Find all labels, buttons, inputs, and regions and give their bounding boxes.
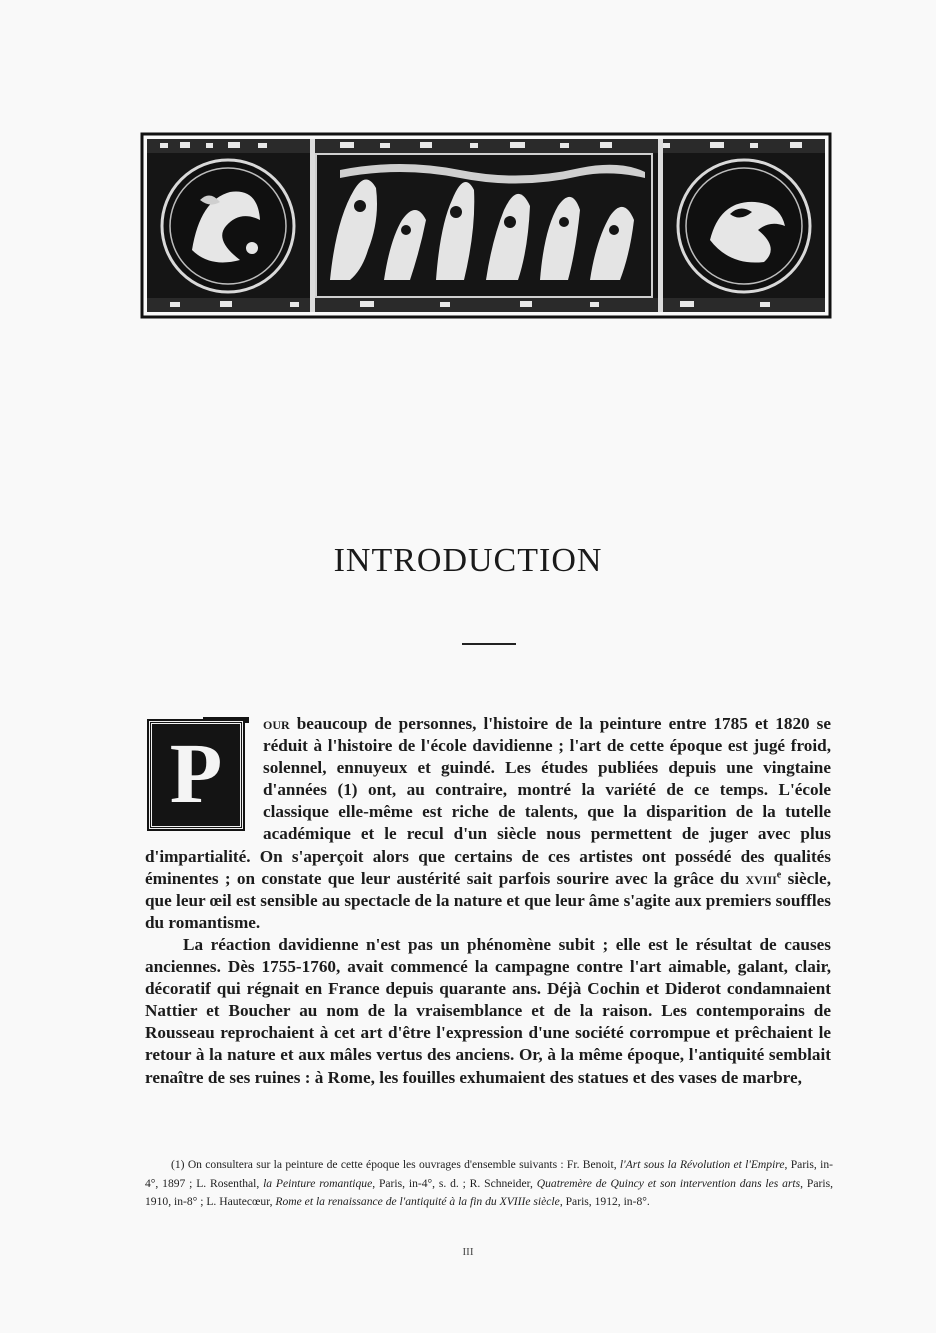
paragraph-2: La réaction davidienne n'est pas un phénomène subit ; elle est le résultat de causes anciennes. Dès 1755-1760, avait commencé la campagne contre l'art aimable, galant, clair, décoratif qui régnait en France depuis quarante ans. Déjà Cochin et Diderot condamnaient Nattier et Boucher au nom de la vraisemblance et de la raison. Les contemporains de Rousseau reprochaient à cet art d'être l'expression d'une société corrompue et prêchaient le retour à la nature et aux mâles vertus des anciens. Or, à la même époque, l'antiquité semblait renaître de ses ruines : à Rome, les fouilles exhumaient des statues et des vases de marbre, [145, 934, 831, 1087]
page-number: III [462, 1246, 474, 1258]
decorative-headpiece [140, 130, 832, 321]
footnote-title-4: Rome et la renaissance de l'antiquité à la fin du XVIIIe siècle [275, 1195, 560, 1208]
paragraph-1 [145, 713, 831, 934]
footnote-seg-4: , Paris, 1912, in-8°. [559, 1195, 650, 1208]
century-numeral: xviii [745, 868, 777, 888]
paragraph-text-end: siècle, que leur œil est sensible au spectacle de la nature et que leur âme s'agite aux premiers souffles du romantisme. [145, 868, 831, 932]
century-suffix: e [776, 868, 782, 880]
paragraph-lead: our [263, 714, 290, 733]
footnote-seg-3: , Paris, 1910, in-8° ; L. Hautecœur, [145, 1176, 833, 1208]
footnote-intro: (1) On consultera sur la peinture de cette époque les ouvrages d'ensemble suivants : Fr. Benoit, [171, 1158, 620, 1171]
footnote-title-3: Quatremère de Quincy et son intervention dans les arts [536, 1176, 801, 1190]
footnote-seg-2: , Paris, in-4°, s. d. ; R. Schneider, [372, 1176, 537, 1190]
drop-cap-letter: P [169, 725, 223, 821]
body-text [145, 713, 831, 1089]
page-title: INTRODUCTION [333, 542, 603, 579]
footnote-title-1: l'Art sous la Révolution et l'Empire [619, 1158, 785, 1171]
footnote-title-2: la Peinture romantique [263, 1176, 373, 1190]
title-rule [462, 643, 516, 645]
drop-cap [145, 715, 249, 825]
footnote [145, 1156, 833, 1212]
footnote-seg-1: , Paris, in-4°, 1897 ; L. Rosenthal, [145, 1158, 833, 1190]
paragraph-text: beaucoup de personnes, l'histoire de la peinture entre 1785 et 1820 se réduit à l'histoire de l'école davidienne ; l'art de cette époque est jugé froid, solennel, ennuyeux et guindé. Les études publiées depuis une vingtaine d'années (1) ont, au contraire, montré la variété de ce temps. L'école classique elle-même est riche de talents, que la disparition de la tutelle académique et le recul d'un siècle nous permettent de juger avec plus d'impartialité. On s'aperçoit alors que certains de ces artistes ont possédé des qualités éminentes ; on constate que leur austérité sait parfois sourire avec la grâce du [145, 714, 831, 888]
